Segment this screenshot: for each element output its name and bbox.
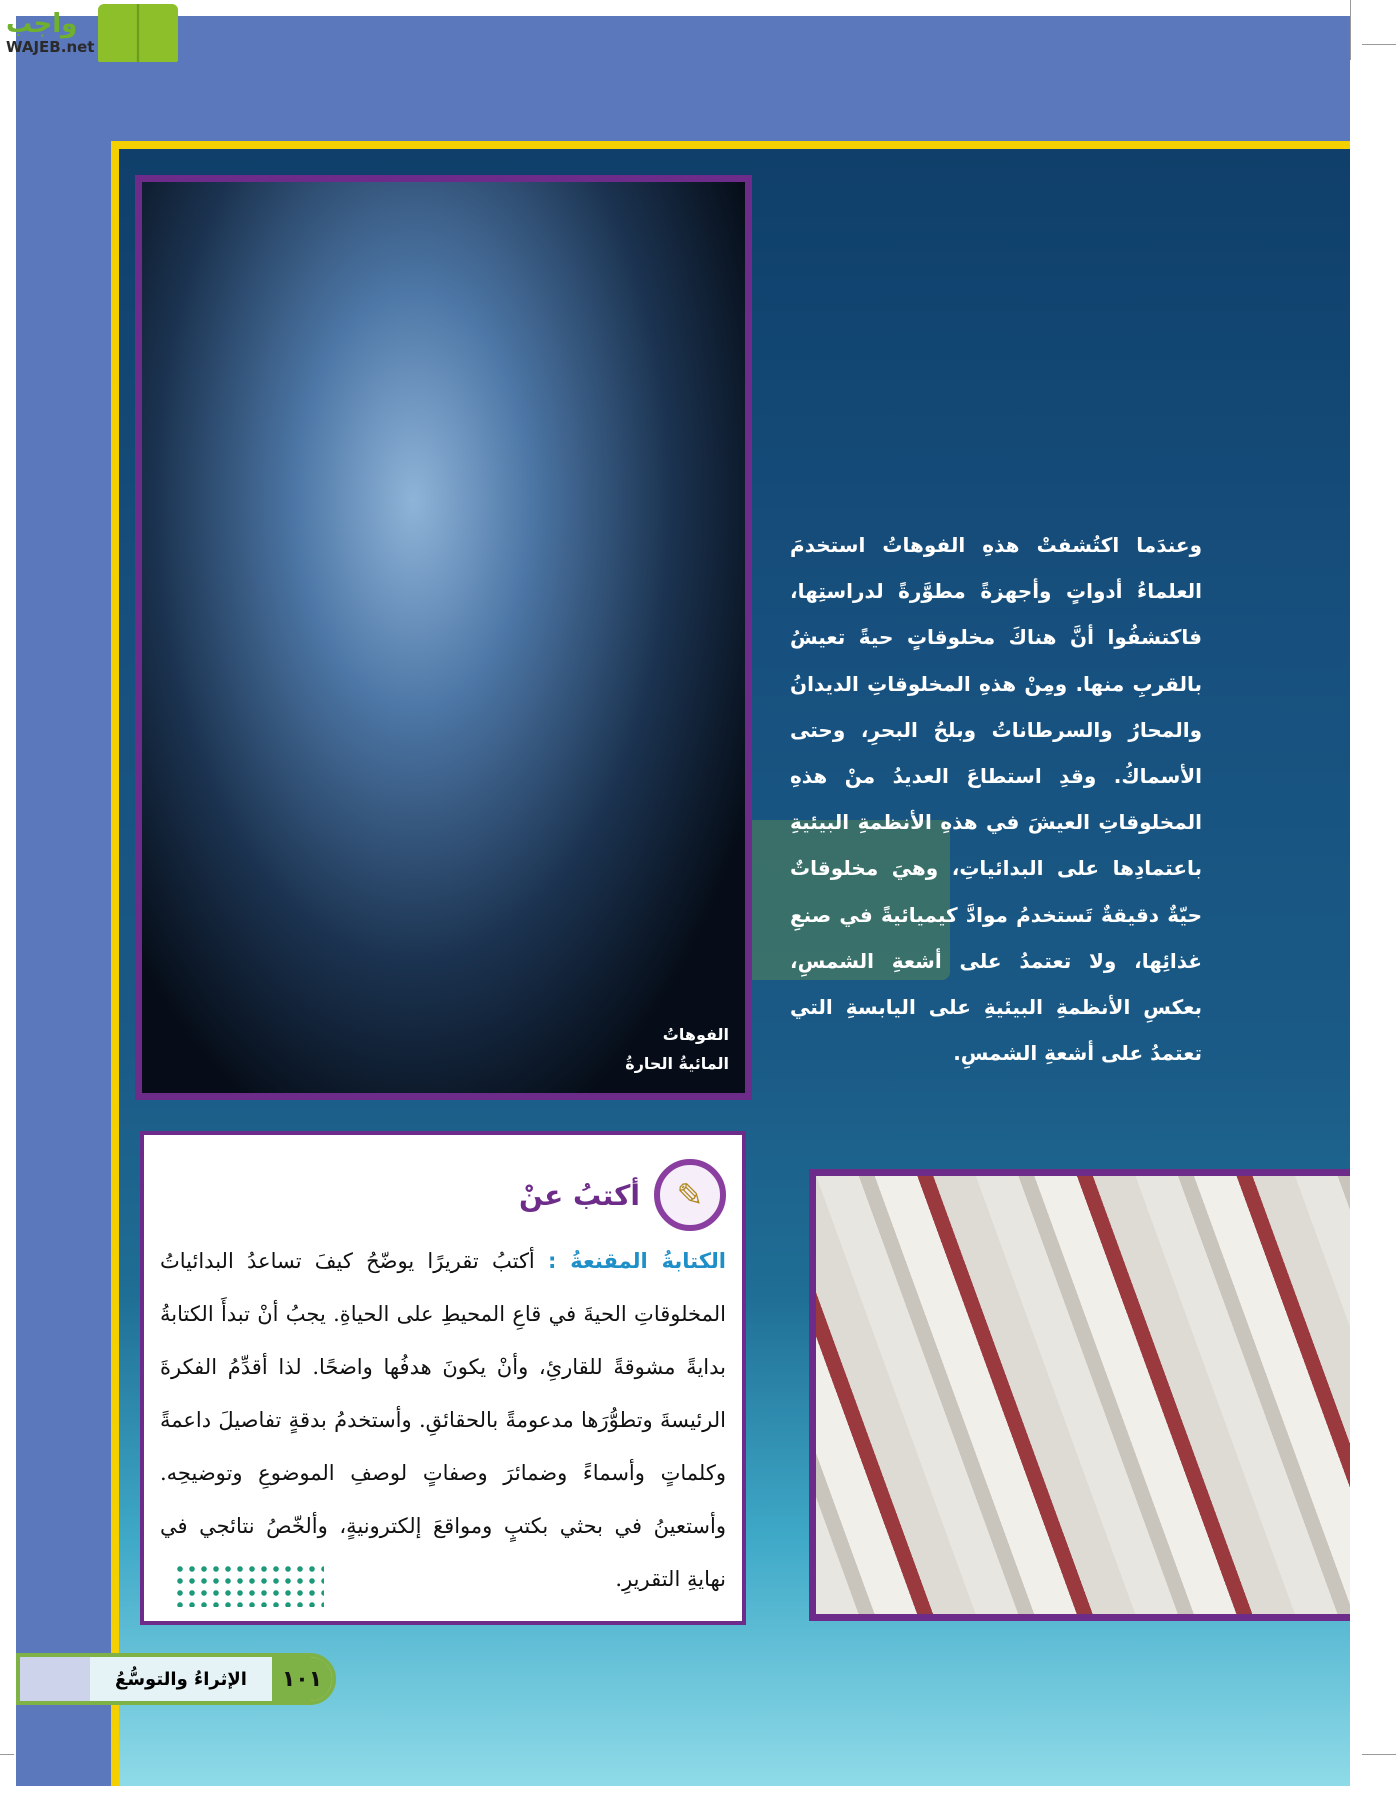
crop-mark (1362, 44, 1396, 45)
caption-line: المائيةُ الحارةُ (625, 1054, 729, 1074)
photo-caption (625, 1021, 729, 1079)
page-number: ١٠١ (272, 1657, 332, 1701)
crop-mark (1362, 1754, 1396, 1755)
write-box-title: أكتبُ عنْ (518, 1178, 640, 1212)
persuasive-writing-label: الكتابةُ المقنعةُ : (548, 1249, 726, 1273)
logo-arabic: واجب (6, 8, 78, 39)
crop-mark (1350, 0, 1351, 60)
write-about-box (140, 1131, 746, 1625)
main-paragraph: وعندَما اكتُشفتْ هذهِ الفوهاتُ استخدمَ العلماءُ أدواتٍ وأجهزةً مطوَّرةً لدراستِها، فاكتشفُوا أنَّ هناكَ مخلوقاتٍ حيةً تعيشُ بالقربِ منها. ومِنْ هذهِ المخلوقاتِ الديدانُ والمحارُ والسرطاناتُ وبلحُ البحرِ، وحتى الأسماكُ. وقدِ استطاعَ العديدُ منْ هذهِ المخلوقاتِ العيشَ في هذهِ الأنظمةِ البيئيةِ باعتمادِها على البدائياتِ، وهيَ مخلوقاتٌ حيّةٌ دقيقةٌ تَستخدمُ موادَّ كيميائيةً في صنعِ غذائِها، ولا تعتمدُ على أشعةِ الشمسِ، بعكسِ الأنظمةِ البيئيةِ على اليابسةِ التي تعتمدُ على أشعةِ الشمسِ. (790, 533, 1202, 1066)
wajeb-logo (6, 4, 178, 62)
page-footer (16, 1653, 336, 1705)
tube-worms-photo (809, 1169, 1350, 1621)
write-box-text: أكتبُ تقريرًا يوضّحُ كيفَ تساعدُ البدائياتُ المخلوقاتِ الحيةَ في قاعِ المحيطِ على الحياةِ. يجبُ أنْ تبدأَ الكتابةُ بدايةً مشوقةً للقارئِ، وأنْ يكونَ هدفُها واضحًا. لذا أقدِّمُ الفكرةَ الرئيسةَ وتطوُّرَها مدعومةً بالحقائقِ. وأستخدمُ بدقةٍ تفاصيلَ داعمةً وكلماتٍ وأسماءً وضمائرَ وصفاتٍ لوصفِ الموضوعِ وتوضيحِه. وأستعينُ في بحثي بكتبٍ ومواقعَ إلكترونيةٍ، وألخّصُ نتائجي في نهايةِ التقريرِ. (160, 1249, 726, 1591)
ministry-logo-dots (174, 1563, 324, 1607)
section-title: الإثراءُ والتوسُّعُ (115, 1668, 247, 1690)
caption-line: الفوهاتُ (662, 1025, 729, 1045)
logo-latin: WAJEB.net (6, 37, 95, 56)
crop-mark (0, 1754, 14, 1755)
pencil-paper-icon: ✎ (654, 1159, 726, 1231)
footer-left-panel (20, 1657, 90, 1701)
book-icon (98, 4, 178, 62)
write-box-body (160, 1235, 726, 1606)
hydrothermal-vent-photo (135, 175, 752, 1100)
